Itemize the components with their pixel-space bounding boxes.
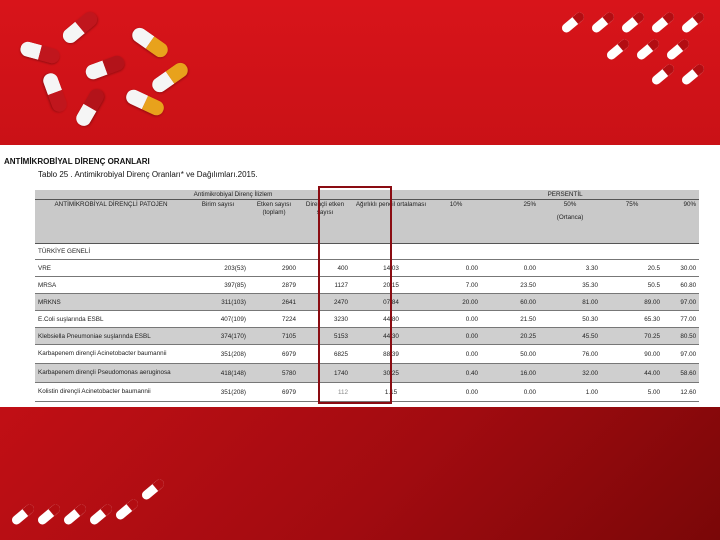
table-row xyxy=(35,311,699,328)
value-cell: 89.00 xyxy=(601,294,663,311)
value-cell: 97.00 xyxy=(663,294,699,311)
pathogen-cell: Kolistin dirençli Acinetobacter baumannii xyxy=(35,383,187,402)
value-cell: 2900 xyxy=(249,260,299,277)
section-label: TÜRKİYE GENELİ xyxy=(35,244,699,260)
column-header: Etken sayısı (toplam) xyxy=(249,200,299,244)
value-cell: 76.00 xyxy=(539,345,601,364)
value-cell: 07.84 xyxy=(351,294,431,311)
value-cell: 1.00 xyxy=(539,383,601,402)
pathogen-cell: MRSA xyxy=(35,277,187,294)
group-header-right: PERSENTİL xyxy=(431,190,699,200)
value-cell: 58.60 xyxy=(663,364,699,383)
value-cell: 397(85) xyxy=(187,277,249,294)
group-header-left: Antimikrobiyal Direnç İlizlem xyxy=(35,190,431,200)
pathogen-cell: Klebsiella Pneumoniae suşlarında ESBL xyxy=(35,328,187,345)
pathogen-cell: Karbapenem dirençli Acinetobacter baumannii xyxy=(35,345,187,364)
value-cell: 3.30 xyxy=(539,260,601,277)
table-row xyxy=(35,383,699,402)
pathogen-cell: E.Coli suşlarında ESBL xyxy=(35,311,187,328)
pathogen-cell: MRKNS xyxy=(35,294,187,311)
value-cell: 351(208) xyxy=(187,345,249,364)
column-header: Dirençli etken sayısı xyxy=(299,200,351,244)
value-cell: 5.00 xyxy=(601,383,663,402)
table-caption: Tablo 25 . Antimikrobiyal Direnç Oranları* ve Dağılımları.2015. xyxy=(38,170,258,179)
value-cell: 0.00 xyxy=(431,383,481,402)
document-title: ANTİMİKROBİYAL DİRENÇ ORANLARI xyxy=(4,157,150,166)
pathogen-cell: VRE xyxy=(35,260,187,277)
value-cell: 2879 xyxy=(249,277,299,294)
resistance-table xyxy=(35,190,699,402)
value-cell: 70.25 xyxy=(601,328,663,345)
table-row xyxy=(35,277,699,294)
value-cell: 7.00 xyxy=(431,277,481,294)
value-cell: 60.00 xyxy=(481,294,539,311)
column-header-label: 50% xyxy=(563,201,577,208)
value-cell: 90.00 xyxy=(601,345,663,364)
table-row xyxy=(35,328,699,345)
column-header: Birim sayısı xyxy=(187,200,249,244)
value-cell: 44.30 xyxy=(351,328,431,345)
value-cell: 20.5 xyxy=(601,260,663,277)
pathogen-cell: Karbapenem dirençli Pseudomonas aeruginosa xyxy=(35,364,187,383)
value-cell: 418(148) xyxy=(187,364,249,383)
value-cell: 80.50 xyxy=(663,328,699,345)
value-cell: 65.30 xyxy=(601,311,663,328)
value-cell: 50.30 xyxy=(539,311,601,328)
value-cell: 32.00 xyxy=(539,364,601,383)
table-row xyxy=(35,260,699,277)
value-cell: 0.40 xyxy=(431,364,481,383)
value-cell: 77.00 xyxy=(663,311,699,328)
table-row xyxy=(35,345,699,364)
value-cell: 400 xyxy=(299,260,351,277)
value-cell: 88.39 xyxy=(351,345,431,364)
column-header: 10% xyxy=(431,200,481,244)
value-cell: 407(109) xyxy=(187,311,249,328)
value-cell: 44.00 xyxy=(601,364,663,383)
value-cell: 0.00 xyxy=(431,260,481,277)
value-cell: 6979 xyxy=(249,383,299,402)
value-cell: 5780 xyxy=(249,364,299,383)
value-cell: 1740 xyxy=(299,364,351,383)
value-cell: 30.00 xyxy=(663,260,699,277)
value-cell: 6825 xyxy=(299,345,351,364)
value-cell: 1.15 xyxy=(351,383,431,402)
column-header-row xyxy=(35,200,699,244)
value-cell: 3230 xyxy=(299,311,351,328)
value-cell: 16.00 xyxy=(481,364,539,383)
value-cell: 112 xyxy=(299,383,351,402)
section-row xyxy=(35,244,699,260)
value-cell: 20.25 xyxy=(481,328,539,345)
column-header: 75% xyxy=(601,200,663,244)
value-cell: 45.50 xyxy=(539,328,601,345)
value-cell: 44.80 xyxy=(351,311,431,328)
value-cell: 0.00 xyxy=(431,345,481,364)
column-header xyxy=(539,200,601,244)
table-row xyxy=(35,364,699,383)
value-cell: 5153 xyxy=(299,328,351,345)
value-cell: 0.00 xyxy=(431,328,481,345)
median-note: (Ortanca) xyxy=(556,214,584,221)
value-cell: 0.00 xyxy=(481,260,539,277)
value-cell: 311(103) xyxy=(187,294,249,311)
value-cell: 0.00 xyxy=(481,383,539,402)
value-cell: 20.00 xyxy=(431,294,481,311)
value-cell: 35.30 xyxy=(539,277,601,294)
value-cell: 0.00 xyxy=(431,311,481,328)
slide-bottom-band xyxy=(0,405,720,540)
value-cell: 374(170) xyxy=(187,328,249,345)
column-header: 90% xyxy=(663,200,699,244)
column-header: 25% xyxy=(481,200,539,244)
group-header-row xyxy=(35,190,699,200)
column-header: ANTİMİKROBİYAL DİRENÇLİ PATOJEN xyxy=(35,200,187,244)
value-cell: 21.50 xyxy=(481,311,539,328)
value-cell: 30.25 xyxy=(351,364,431,383)
value-cell: 14.03 xyxy=(351,260,431,277)
value-cell: 23.50 xyxy=(481,277,539,294)
value-cell: 6979 xyxy=(249,345,299,364)
value-cell: 7105 xyxy=(249,328,299,345)
value-cell: 97.00 xyxy=(663,345,699,364)
table-row xyxy=(35,294,699,311)
value-cell: 12.60 xyxy=(663,383,699,402)
value-cell: 1127 xyxy=(299,277,351,294)
value-cell: 203(53) xyxy=(187,260,249,277)
value-cell: 50.00 xyxy=(481,345,539,364)
value-cell: 60.80 xyxy=(663,277,699,294)
value-cell: 2641 xyxy=(249,294,299,311)
value-cell: 351(208) xyxy=(187,383,249,402)
column-header: Ağırlıklı pencil ortalaması xyxy=(351,200,431,244)
value-cell: 81.00 xyxy=(539,294,601,311)
value-cell: 2470 xyxy=(299,294,351,311)
value-cell: 50.5 xyxy=(601,277,663,294)
value-cell: 7224 xyxy=(249,311,299,328)
value-cell: 20.15 xyxy=(351,277,431,294)
